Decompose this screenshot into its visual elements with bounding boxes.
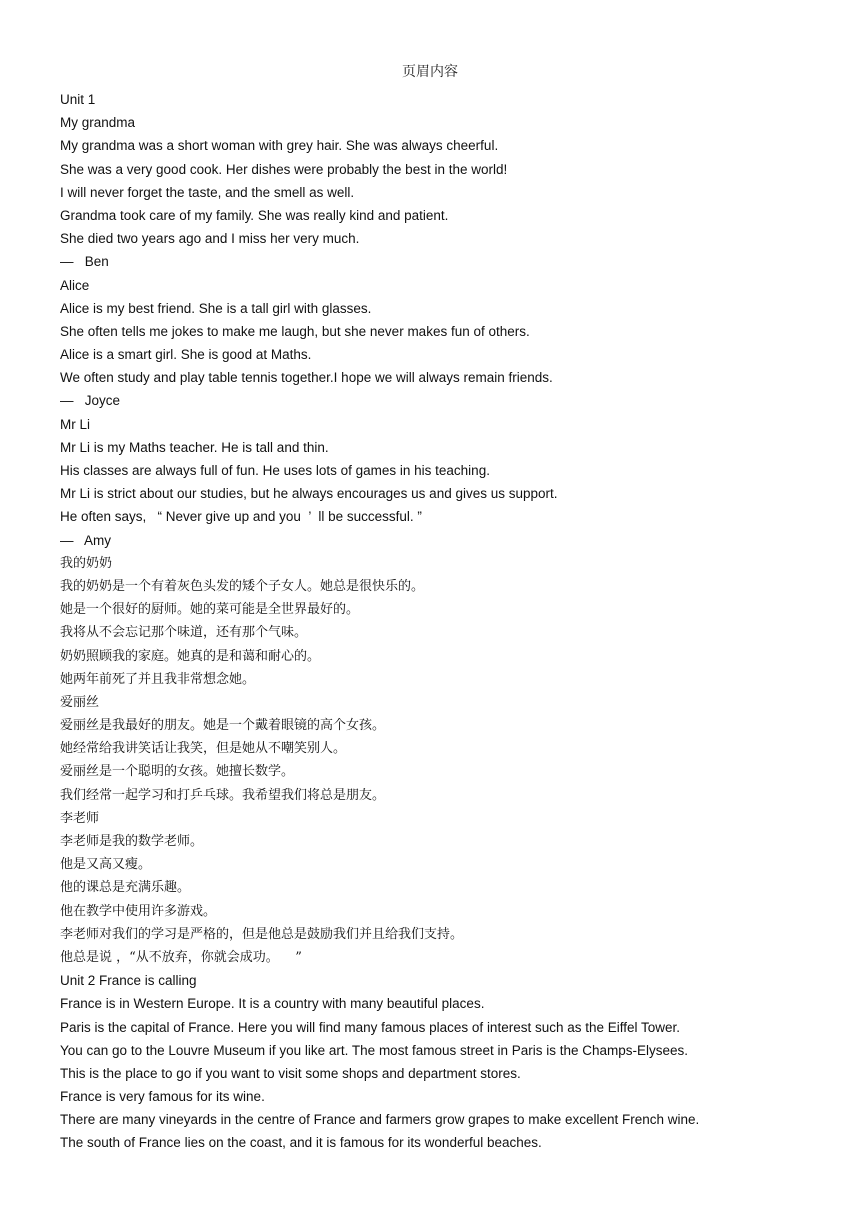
text-line: Mr Li is my Maths teacher. He is tall and thin. (60, 439, 329, 455)
unit-heading: Unit 2 France is calling (60, 973, 197, 989)
text-line-cn: 李老师对我们的学习是严格的，但是他总是鼓励我们并且给我们支持。 (60, 926, 464, 942)
text-line-cn: 他的课总是充满乐趣。 (60, 880, 191, 896)
text-line-cn: 他是又高又瘦。 (60, 857, 152, 873)
section-title-cn: 李老师 (60, 810, 100, 826)
text-line: France is in Western Europe. It is a country with many beautiful places. (60, 996, 485, 1012)
text-line-cn: 我将从不会忘记那个味道，还有那个气味。 (60, 625, 308, 641)
text-line: She was a very good cook. Her dishes were probably the best in the world! (60, 161, 508, 177)
text-line: Alice is my best friend. She is a tall girl with glasses. (60, 300, 372, 316)
text-line-cn: 爱丽丝是我最好的朋友。她是一个戴着眼镜的高个女孩。 (60, 718, 386, 734)
page-header: 页眉内容 (402, 64, 458, 80)
text-line: She died two years ago and I miss her very much. (60, 231, 360, 247)
unit-heading: Unit 1 (60, 92, 96, 107)
section-title-cn: 我的奶奶 (60, 555, 113, 571)
text-line-cn: 我的奶奶是一个有着灰色头发的矮个子女人。她总是很快乐的。 (60, 578, 425, 594)
text-line: The south of France lies on the coast, and it is famous for its wonderful beaches. (60, 1135, 542, 1151)
author-signature: — Joyce (60, 393, 121, 409)
text-line: France is very famous for its wine. (60, 1089, 265, 1105)
text-line-cn: 李老师是我的数学老师。 (60, 834, 204, 849)
text-line: Alice is a smart girl. She is good at Maths. (60, 347, 312, 363)
text-line-cn: 爱丽丝是一个聪明的女孩。她擅长数学。 (60, 764, 295, 780)
text-line-cn: 他在教学中使用许多游戏。 (60, 903, 217, 919)
author-signature: — Ben (60, 254, 109, 270)
text-line: Grandma took care of my family. She was really kind and patient. (60, 207, 449, 223)
text-line: Paris is the capital of France. Here you will find many famous places of interest such as the Eiffel Tower. (60, 1019, 681, 1035)
text-line: Mr Li is strict about our studies, but he always encourages us and gives us support. (60, 486, 558, 502)
document-body (60, 88, 820, 1155)
text-line-cn: 她两年前死了并且我非常想念她。 (60, 671, 256, 687)
section-title-cn: 爱丽丝 (60, 694, 100, 710)
text-line-cn: 我们经常一起学习和打乒乓球。我希望我们将总是朋友。 (60, 787, 386, 803)
section-title: Mr Li (60, 416, 90, 432)
text-line: She often tells me jokes to make me laugh, but she never makes fun of others. (60, 323, 530, 339)
text-line: You can go to the Louvre Museum if you like art. The most famous street in Paris is the Champs-Elysees. (60, 1042, 689, 1058)
text-line-cn: 奶奶照顾我的家庭。她真的是和蔼和耐心的。 (60, 648, 321, 664)
section-title: My grandma (60, 115, 136, 131)
author-signature: — Amy (60, 532, 112, 548)
text-line-cn: 她经常给我讲笑话让我笑，但是她从不嘲笑别人。 (60, 741, 347, 757)
text-line: There are many vineyards in the centre of France and farmers grow grapes to make excellent French wine. (60, 1112, 700, 1128)
text-line: I will never forget the taste, and the smell as well. (60, 184, 355, 200)
text-line-cn: 他总是说 ，“从不放弃，你就会成功。 ” (60, 949, 302, 965)
text-line-cn: 她是一个很好的厨师。她的菜可能是全世界最好的。 (60, 602, 360, 618)
text-line: We often study and play table tennis together.I hope we will always remain friends. (60, 370, 553, 386)
text-line: This is the place to go if you want to visit some shops and department stores. (60, 1065, 521, 1081)
text-line: My grandma was a short woman with grey hair. She was always cheerful. (60, 138, 499, 154)
text-line: He often says, “ Never give up and you ’ ll be successful. ” (60, 509, 422, 525)
section-title: Alice (60, 277, 90, 293)
text-line: His classes are always full of fun. He uses lots of games in his teaching. (60, 463, 490, 478)
